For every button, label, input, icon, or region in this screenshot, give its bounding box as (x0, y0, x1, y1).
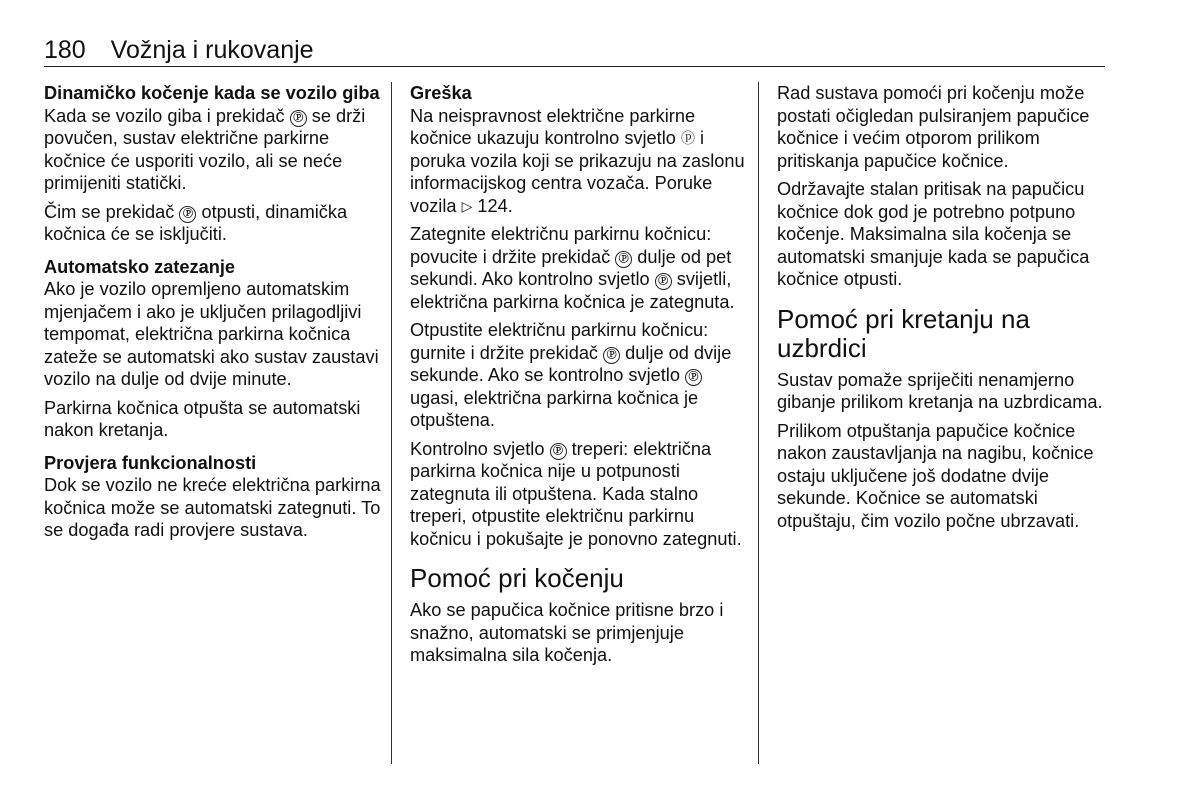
text: se drži povučen, sustav električne parkirne kočnice će usporiti vozilo, ali se neće primijeniti statički. (44, 105, 366, 193)
page-reference-icon: ▷ (461, 197, 473, 214)
page-reference: 124. (477, 195, 513, 216)
text: otpusti, dinamička kočnica će se isključiti. (44, 201, 348, 244)
text: ugasi, električna parkirna kočnica je otpuštena. (410, 387, 699, 430)
parking-lamp-icon: Ⓟ (550, 443, 567, 460)
text: Kada se vozilo giba i prekidač (44, 105, 285, 126)
paragraph (410, 319, 750, 432)
column-1 (44, 82, 384, 548)
paragraph (44, 105, 384, 195)
column-divider-2 (758, 82, 759, 764)
text: i poruka vozila koji se prikazuju na zaslonu informacijskog centra vozača. Poruke vozila (410, 128, 745, 216)
paragraph (44, 201, 384, 246)
column-2 (410, 82, 750, 673)
parking-switch-icon: Ⓟ (603, 347, 620, 364)
paragraph: Rad sustava pomoći pri kočenju može postati očigledan pulsiranjem papučice kočnice i većim otporom prilikom pritiskanja papučice kočnice. (777, 83, 1090, 171)
parking-switch-icon: Ⓟ (615, 251, 632, 268)
paragraph (410, 438, 750, 551)
section-heading-function-check: Provjera funkcionalnosti (44, 452, 257, 473)
paragraph: Ako je vozilo opremljeno automatskim mjenjačem i ako je uključen prilagodljivi tempomat, električna parkirna kočnica zateže se automatski ako sustav zaustavi vozilo na dulje od dvije minute. (44, 279, 379, 389)
page-number: 180 (44, 36, 86, 64)
text: Otpustite električnu parkirnu kočnicu: gurnite i držite prekidač (410, 320, 709, 363)
section-heading-fault: Greška (410, 83, 472, 103)
text: treperi: električna parkirna kočnica nije u potpunosti zategnuta ili otpuštena. Kada stalno treperi, otpustite električnu parkirnu kočnicu i pokušajte je ponovno zategnuti. (410, 438, 742, 549)
text: Na neispravnost električne parkirne kočnice ukazuju kontrolno svjetlo (410, 105, 696, 148)
section-title-hill-start-assist: Pomoć pri kretanju na uzbrdici (777, 303, 1030, 363)
parking-switch-icon: Ⓟ (179, 206, 196, 223)
text: dulje od dvije sekunde. Ako se kontrolno svjetlo (410, 342, 732, 385)
text: Kontrolno svjetlo (410, 438, 545, 459)
paragraph: Ako se papučica kočnice pritisne brzo i snažno, automatski se primjenjuje maksimalna sila kočenja. (410, 600, 724, 665)
paragraph: Prilikom otpuštanja papučice kočnice nakon zaustavljanja na nagibu, kočnice ostaju uključene još dodatne dvije sekunde. Kočnice se automatski otpuštaju, čim vozilo počne ubrzavati. (777, 420, 1094, 531)
paragraph: Dok se vozilo ne kreće električna parkirna kočnica može se automatski zategnuti. To se događa radi provjere sustava. (44, 475, 381, 540)
paragraph: Održavajte stalan pritisak na papučicu kočnice dok god je potrebno potpuno kočenje. Maksimalna sila kočenja se automatski smanjuje kada se papučica kočnice otpusti. (777, 179, 1090, 289)
parking-lamp-icon: Ⓟ (655, 273, 672, 290)
parking-switch-icon: Ⓟ (290, 110, 307, 127)
paragraph (410, 223, 750, 313)
page-header (44, 36, 314, 64)
section-heading-auto-apply: Automatsko zatezanje (44, 256, 236, 277)
section-title-brake-assist: Pomoć pri kočenju (410, 563, 624, 593)
column-3 (777, 82, 1109, 538)
column-divider-1 (391, 82, 392, 764)
paragraph: Sustav pomaže spriječiti nenamjerno gibanje prilikom kretanja na uzbrdicama. (777, 369, 1103, 412)
paragraph (410, 105, 750, 218)
text: Čim se prekidač (44, 201, 175, 222)
text: svijetli, električna parkirna kočnica je zategnuta. (410, 269, 735, 312)
text: dulje od pet sekundi. Ako kontrolno svjetlo (410, 246, 732, 289)
section-heading-dynamic-braking: Dinamičko kočenje kada se vozilo giba (44, 83, 380, 103)
text: Zategnite električnu parkirnu kočnicu: povucite i držite prekidač (410, 224, 712, 267)
warning-lamp-icon: ⓟ (680, 130, 695, 146)
paragraph: Parkirna kočnica otpušta se automatski nakon kretanja. (44, 397, 361, 440)
page-title: Vožnja i rukovanje (110, 36, 314, 64)
header-rule (44, 66, 1105, 67)
parking-lamp-icon: Ⓟ (685, 369, 702, 386)
